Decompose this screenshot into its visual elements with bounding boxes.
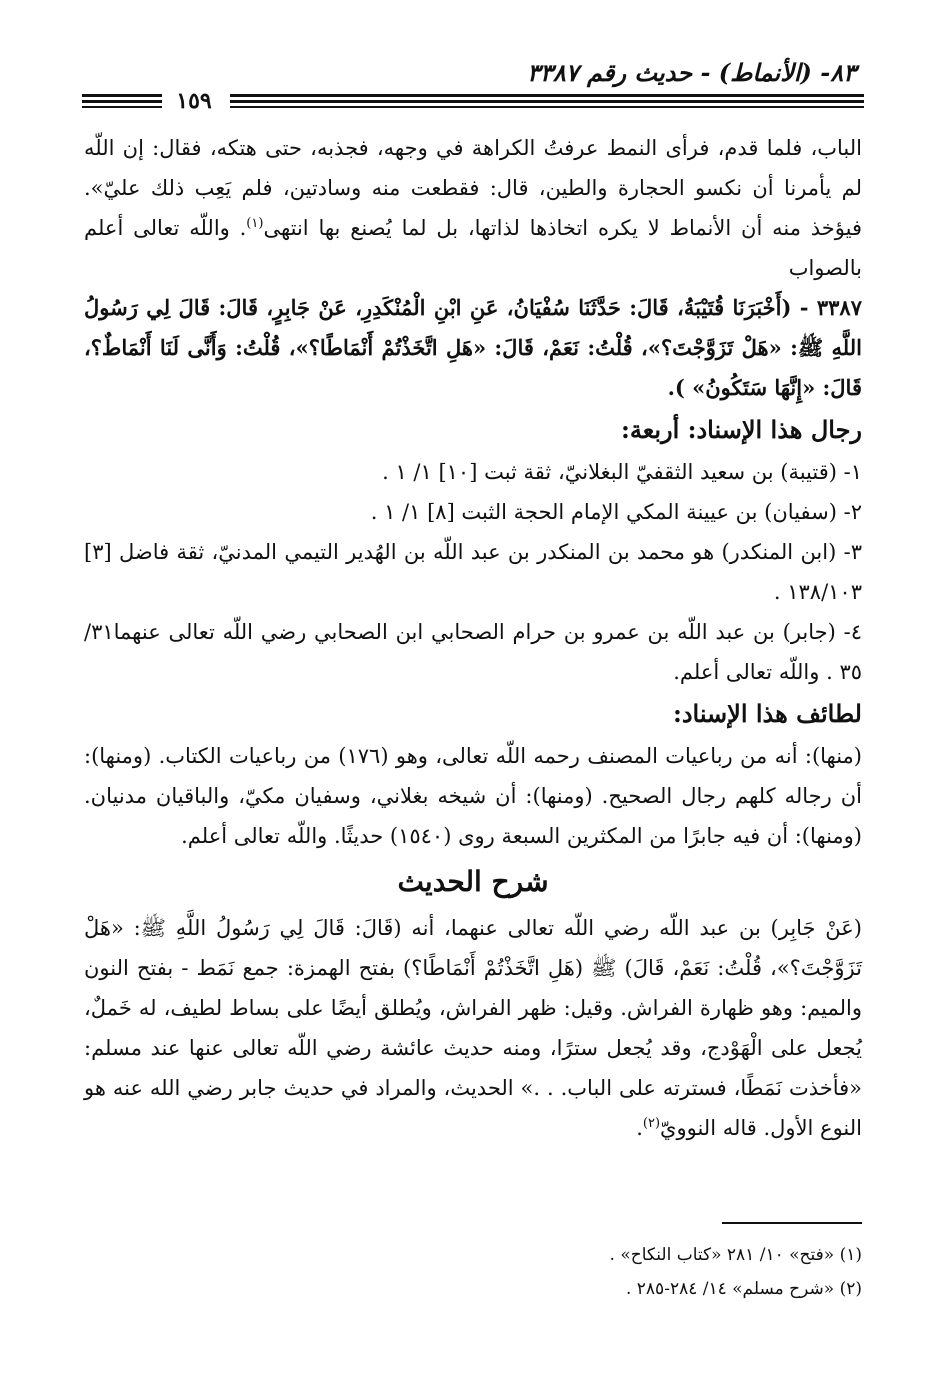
header-rule xyxy=(230,100,864,103)
footnote: (٢) «شرح مسلم» ١٤/ ٢٨٤-٢٨٥ . xyxy=(625,1279,862,1299)
narrator-entry: ٣- (ابن المنكدر) هو محمد بن المنكدر بن عبد اللّه بن الهُدير التيمي المدنيّ، ثقة فاضل [٣] ١٣٨/١٠٣ . xyxy=(84,540,862,604)
hadith-text: ٣٣٨٧ - (أَخْبَرَنَا قُتَيْبَةُ، قَالَ: حَدَّثَنَا سُفْيَانُ، عَنِ ابْنِ الْمُنْكَدِرِ، عَنْ جَابِرٍ، قَالَ: قَالَ لِي رَسُولُ اللَّهِ ﷺ: «هَلْ تَزَوَّجْتَ؟»، قُلْتُ: نَعَمْ، قَالَ: «هَلِ اتَّخَذْتُمْ أَنْمَاطًا؟»، قُلْتُ: وَأَنَّى لَنَا أَنْمَاطٌ؟، قَالَ: «إِنَّهَا سَتَكُونُ» ). xyxy=(84,295,862,400)
running-header xyxy=(80,58,866,86)
paragraph: (عَنْ جَابِر) بن عبد اللّه رضي اللّه تعالى عنهما، أنه (قَالَ: قَالَ لِي رَسُولُ اللَّهِ ﷺ: «هَلْ تَزَوَّجْتَ؟»، قُلْتُ: نَعَمْ، قَالَ) ﷺ (هَلِ اتَّخَذْتُمْ أَنْمَاطًا؟) بفتح الهمزة: جمع نَمَط - بفتح النون والميم: وهو ظهارة الفراش. وقيل: ظهر الفراش، ويُطلق أيضًا على بساط لطيف، له خَملٌ، يُجعل على الْهَوْدج، وقد يُجعل سترًا، ومنه حديث عائشة رضي اللّه تعالى عنها عند مسلم: «فأخذت نَمَطًا، فسترته على الباب. . .» الحديث، والمراد في حديث جابر رضي الله عنه هو النوع الأول. قاله النوويّ$^{(٢)}$. xyxy=(84,916,862,1140)
header-rule-left xyxy=(82,94,162,97)
narrator-entry: ٤- (جابر) بن عبد اللّه بن عمرو بن حرام الصحابي ابن الصحابي رضي اللّه تعالى عنهما٣١/ ٣٥ . واللّه تعالى أعلم. xyxy=(84,620,862,684)
header-title: ٨٣- (الأنماط) - حديث رقم ٣٣٨٧ xyxy=(527,58,856,87)
header-rule-left xyxy=(82,100,162,103)
header-rule xyxy=(230,106,864,108)
narrator-entry: ٢- (سفيان) بن عيينة المكي الإمام الحجة الثبت [٨] ١/ ١ . xyxy=(370,500,862,524)
header-rule-left xyxy=(82,106,162,108)
narrator-entry: ١- (قتيبة) بن سعيد الثقفيّ البغلانيّ، ثقة ثبت [١٠] ١/ ١ . xyxy=(382,460,862,484)
header-rule xyxy=(230,94,864,97)
footnotes xyxy=(84,1238,862,1306)
page-number: ١٥٩ xyxy=(176,88,212,114)
section-heading-sharh: شرح الحديث xyxy=(397,865,549,898)
paragraph: (منها): أنه من رباعيات المصنف رحمه اللّه تعالى، وهو (١٧٦) من رباعيات الكتاب. (ومنها): أن رجاله كلهم رجال الصحيح. (ومنها): أن شيخه بغلاني، وسفيان مكيّ، والباقيان مدنيان. (ومنها): أن فيه جابرًا من المكثرين السبعة روى (١٥٤٠) حديثًا. واللّه تعالى أعلم. xyxy=(84,744,862,848)
page-body xyxy=(84,128,862,1148)
footnote-ref: (١) xyxy=(246,216,264,231)
footnote-divider xyxy=(722,1222,862,1224)
section-heading-lataif: لطائف هذا الإسناد: xyxy=(672,699,862,728)
footnote-ref: (٢) xyxy=(642,1116,661,1131)
footnote: (١) «فتح» ١٠/ ٢٨١ «كتاب النكاح» . xyxy=(609,1245,862,1265)
paragraph: الباب، فلما قدم، فرأى النمط عرفتُ الكراهة في وجهه، فجذبه، حتى هتكه، فقال: إن اللّه لم يأمرنا أن نكسو الحجارة والطين، قال: فقطعت منه وسادتين، فلم يَعِب ذلك عليّ». فيؤخذ منه أن الأنماط لا يكره اتخاذها لذاتها، بل لما يُصنع بها انتهى$^{(١)}$. واللّه تعالى أعلم بالصواب xyxy=(84,136,862,280)
section-heading-rijal: رجال هذا الإسناد: أربعة: xyxy=(621,415,862,444)
